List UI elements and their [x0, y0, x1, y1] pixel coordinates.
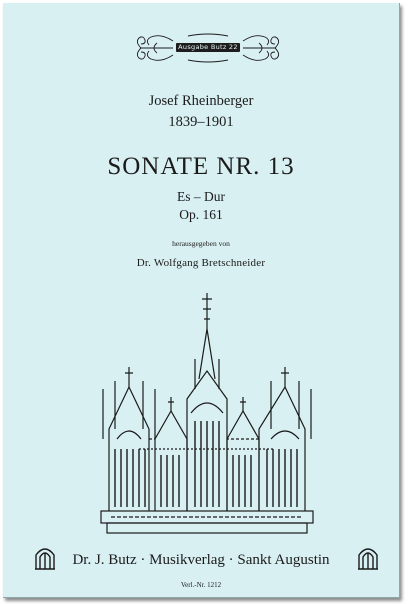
- editor-name: Dr. Wolfgang Bretschneider: [136, 257, 266, 269]
- work-key: Es – Dur: [177, 189, 225, 204]
- work-opus: Op. 161: [179, 207, 223, 222]
- pipe-organ-icon: [99, 289, 315, 537]
- series-label: Ausgabe Butz 22: [176, 43, 240, 52]
- work-title: SONATE NR. 13: [107, 153, 295, 180]
- composer-name: Josef Rheinberger: [148, 93, 254, 109]
- publisher-name: Dr. J. Butz · Musikverlag · Sankt Augustin: [72, 552, 330, 568]
- catalog-number: Verl.-Nr. 1212: [180, 581, 222, 589]
- composer-dates: 1839–1901: [168, 114, 234, 130]
- cover-page: [3, 3, 400, 598]
- edited-by-label: herausgegeben von: [172, 239, 230, 248]
